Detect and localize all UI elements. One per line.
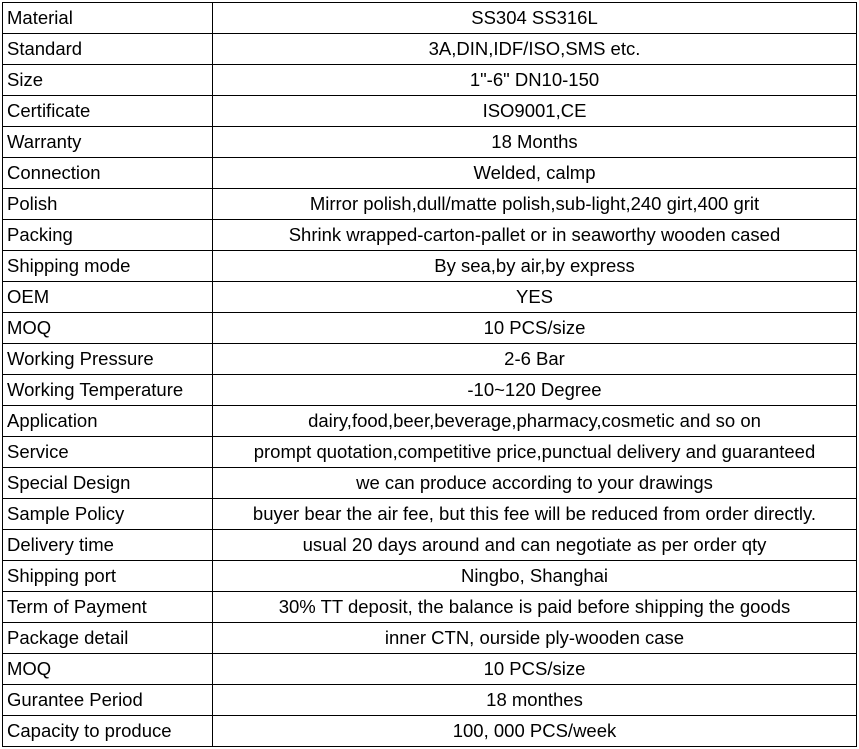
spec-table (2, 2, 857, 747)
row-label: MOQ (3, 313, 213, 344)
row-label: Package detail (3, 623, 213, 654)
row-label: OEM (3, 282, 213, 313)
row-label: Gurantee Period (3, 685, 213, 716)
row-value: 10 PCS/size (213, 654, 857, 685)
row-label: Service (3, 437, 213, 468)
row-value: 30% TT deposit, the balance is paid before shipping the goods (213, 592, 857, 623)
table-row (3, 313, 857, 344)
row-label: Shipping port (3, 561, 213, 592)
row-label: Certificate (3, 96, 213, 127)
row-value: 10 PCS/size (213, 313, 857, 344)
row-value: inner CTN, ourside ply-wooden case (213, 623, 857, 654)
table-row (3, 344, 857, 375)
row-value: ISO9001,CE (213, 96, 857, 127)
table-row (3, 623, 857, 654)
row-label: Working Pressure (3, 344, 213, 375)
row-value: 100, 000 PCS/week (213, 716, 857, 747)
row-value: YES (213, 282, 857, 313)
table-row (3, 96, 857, 127)
row-value: SS304 SS316L (213, 3, 857, 34)
row-value: Ningbo, Shanghai (213, 561, 857, 592)
row-label: Warranty (3, 127, 213, 158)
table-row (3, 685, 857, 716)
row-label: Working Temperature (3, 375, 213, 406)
row-label: Term of Payment (3, 592, 213, 623)
row-label: Packing (3, 220, 213, 251)
row-value: prompt quotation,competitive price,punctual delivery and guaranteed (213, 437, 857, 468)
table-row (3, 251, 857, 282)
row-value: Shrink wrapped-carton-pallet or in seaworthy wooden cased (213, 220, 857, 251)
row-label: Size (3, 65, 213, 96)
table-row (3, 561, 857, 592)
row-value: 1"-6" DN10-150 (213, 65, 857, 96)
table-row (3, 189, 857, 220)
row-value: buyer bear the air fee, but this fee will be reduced from order directly. (213, 499, 857, 530)
table-row (3, 158, 857, 189)
spec-table-body (3, 3, 857, 747)
table-row (3, 34, 857, 65)
row-value: dairy,food,beer,beverage,pharmacy,cosmetic and so on (213, 406, 857, 437)
table-row (3, 530, 857, 561)
row-value: -10~120 Degree (213, 375, 857, 406)
table-row (3, 3, 857, 34)
row-value: 3A,DIN,IDF/ISO,SMS etc. (213, 34, 857, 65)
row-value: 18 Months (213, 127, 857, 158)
table-row (3, 375, 857, 406)
row-label: MOQ (3, 654, 213, 685)
row-value: Mirror polish,dull/matte polish,sub-light,240 girt,400 grit (213, 189, 857, 220)
row-label: Polish (3, 189, 213, 220)
row-label: Shipping mode (3, 251, 213, 282)
row-value: By sea,by air,by express (213, 251, 857, 282)
table-row (3, 127, 857, 158)
row-label: Standard (3, 34, 213, 65)
table-row (3, 654, 857, 685)
table-row (3, 468, 857, 499)
row-label: Delivery time (3, 530, 213, 561)
table-row (3, 437, 857, 468)
row-label: Sample Policy (3, 499, 213, 530)
row-value: Welded, calmp (213, 158, 857, 189)
row-label: Material (3, 3, 213, 34)
table-row (3, 65, 857, 96)
row-label: Capacity to produce (3, 716, 213, 747)
table-row (3, 282, 857, 313)
table-row (3, 220, 857, 251)
table-row (3, 499, 857, 530)
row-value: usual 20 days around and can negotiate as per order qty (213, 530, 857, 561)
row-label: Application (3, 406, 213, 437)
row-label: Special Design (3, 468, 213, 499)
row-label: Connection (3, 158, 213, 189)
row-value: 2-6 Bar (213, 344, 857, 375)
table-row (3, 716, 857, 747)
row-value: 18 monthes (213, 685, 857, 716)
table-row (3, 406, 857, 437)
table-row (3, 592, 857, 623)
row-value: we can produce according to your drawings (213, 468, 857, 499)
